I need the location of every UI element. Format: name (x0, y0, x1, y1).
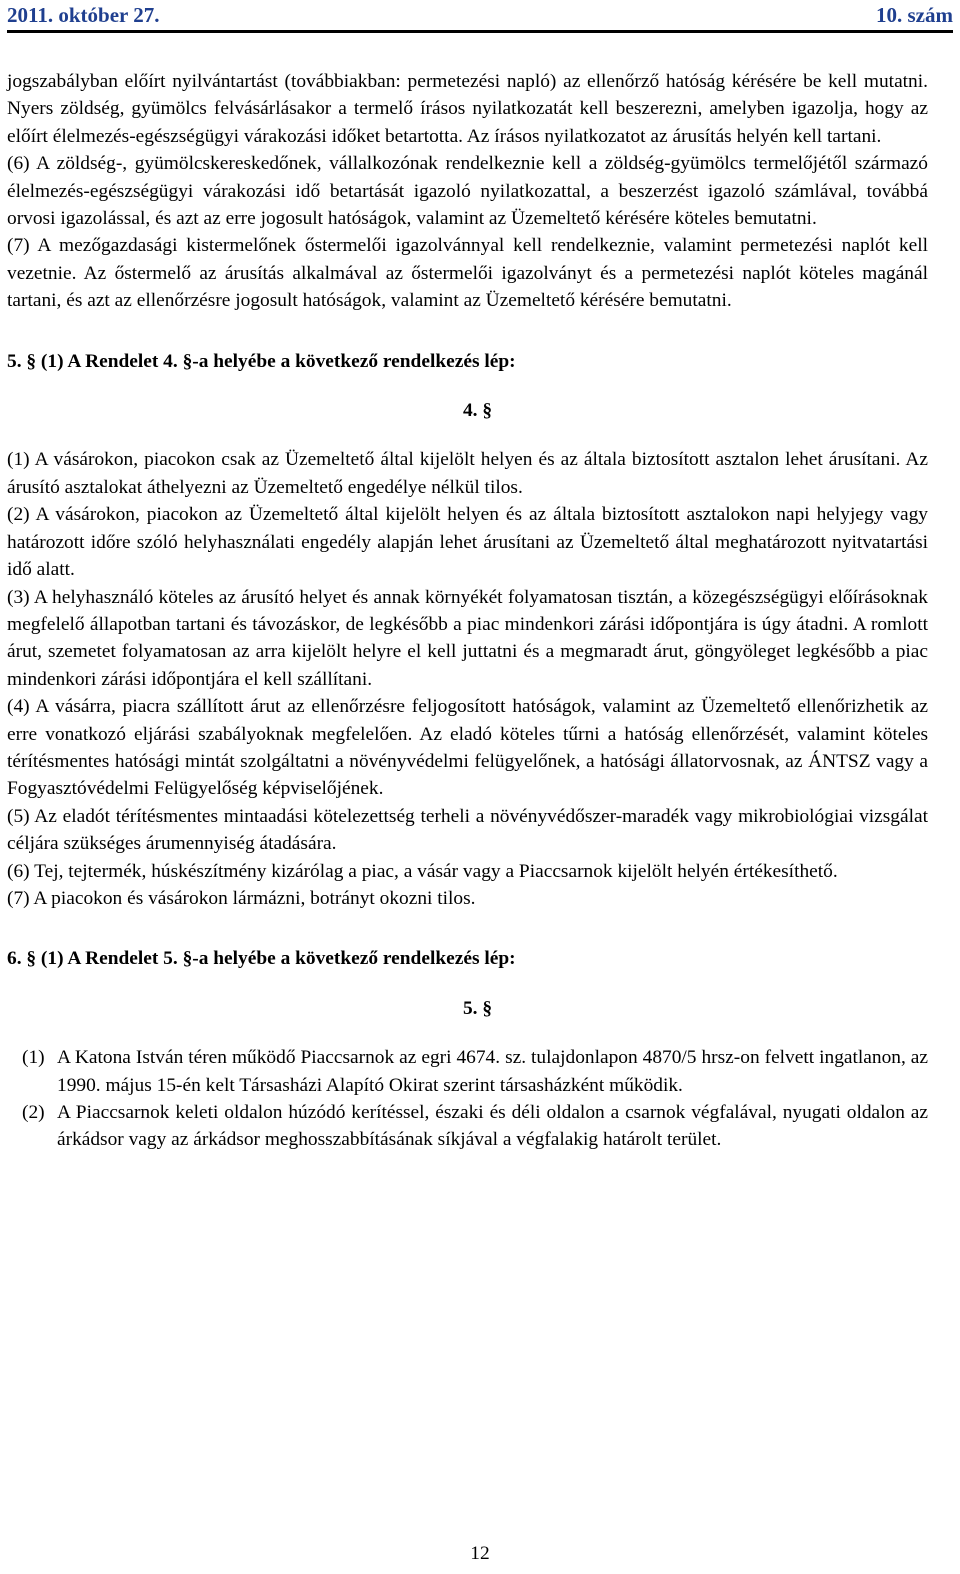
list-item-text: A Katona István téren működő Piaccsarnok az egri 4674. sz. tulajdonlapon 4870/5 hrsz-on felvett ingatlanon, az 1990. május 15-én kelt Társasházi Alapító Okirat szerint társasházként működik. (57, 1047, 928, 1096)
paragraph: (7) A piacokon és vásárokon lármázni, botrányt okozni tilos. (7, 887, 476, 909)
paragraph: (6) Tej, tejtermék, húskészítmény kizárólag a piac, a vásár vagy a Piaccsarnok kijelölt helyén értékesíthető. (7, 860, 838, 882)
paragraph: (7) A mezőgazdasági kistermelőnek őstermelői igazolvánnyal kell rendelkeznie, valamint permetezési naplót kell vezetnie. Az őstermelő az árusítás alkalmával az őstermelői igazolványt és a permetezési naplót köteles magánál tartani, és azt az ellenőrzésre jogosult hatóságok, valamint az Üzemeltető kérésére bemutatni. (7, 235, 928, 312)
header-date: 2011. október 27. (7, 3, 160, 27)
list-item-number: (1) (22, 1047, 45, 1069)
numbered-list (7, 1044, 928, 1154)
paragraph: (6) A zöldség-, gyümölcskereskedőnek, vállalkozónak rendelkeznie kell a zöldség-gyümölcs termelőjétől származó élelmezés-egészségügyi várakozási idő betartását igazoló nyilatkozattal, a beszerzést igazoló számlával, továbbá orvosi igazolással, és azt az erre jogosult hatóságok, valamint az Üzemeltető kérésére köteles bemutatni. (7, 153, 928, 230)
page-header (7, 0, 953, 33)
list-item (7, 1099, 928, 1154)
header-issue: 10. szám (876, 3, 953, 27)
list-item-number: (2) (22, 1102, 45, 1123)
list-item (7, 1044, 928, 1099)
section-heading: 6. § (1) A Rendelet 5. §-a helyébe a következő rendelkezés lép: (7, 948, 516, 970)
section-heading: 5. § (1) A Rendelet 4. §-a helyébe a következő rendelkezés lép: (7, 350, 516, 372)
paragraph: jogszabályban előírt nyilvántartást (továbbiakban: permetezési napló) az ellenőrző hatóság kérésére be kell mutatni. Nyers zöldség, gyümölcs felvásárlásakor a termelő írásos nyilatkozatát kell beszerezni, amelyben igazolja, hogy az előírt élelmezés-egészségügyi várakozási időket betartotta. Az írásos nyilatkozatot az árusítás helyén kell tartani. (7, 71, 928, 147)
paragraph: (4) A vásárra, piacra szállított árut az ellenőrzésre feljogosított hatóságok, valamint az Üzemeltető ellenőrizhetik az erre vonatkozó eljárási szabályoknak megfelelően. Az eladó köteles tűrni a hatóság ellenőrzését, valamint köteles térítésmentes hatósági mintát szolgáltatni a növényvédelmi felügyelőnek, a hatósági állatorvosnak, az ÁNTSZ vagy a Fogyasztóvédelmi Felügyelőség képviselőjének. (7, 696, 928, 800)
section-number: 4. § (462, 400, 493, 422)
page-number: 12 (470, 1543, 490, 1564)
document-body (7, 68, 928, 1154)
section-number: 5. § (462, 997, 493, 1019)
paragraph: (1) A vásárokon, piacokon csak az Üzemeltető által kijelölt helyen és az általa biztosított asztalon lehet árusítani. Az árusító asztalokat áthelyezni az Üzemeltető engedélye nélkül tilos. (7, 449, 928, 498)
list-item-text: A Piaccsarnok keleti oldalon húzódó kerítéssel, északi és déli oldalon a csarnok végfalával, nyugati oldalon az árkádsor vagy az árkádsor meghosszabbításának síkjával a végfalakig határolt terület. (57, 1102, 928, 1151)
paragraph: (2) A vásárokon, piacokon az Üzemeltető által kijelölt helyen és az általa biztosított asztalokon napi helyjegy vagy határozott időre szóló helyhasználati engedély alapján lehet árusítani az Üzemeltető által meghatározott nyitvatartási idő alatt. (7, 504, 928, 581)
paragraph: (5) Az eladót térítésmentes mintaadási kötelezettség terheli a növényvédőszer-maradék vagy mikrobiológiai vizsgálat céljára szükséges árumennyiség átadására. (7, 805, 928, 855)
paragraph: (3) A helyhasználó köteles az árusító helyet és annak környékét folyamatosan tisztán, a közegészségügyi előírásoknak megfelelő állapotban tartani és távozáskor, de legkésőbb a piac mindenkori zárási időpontjára is úgy átadni. A romlott árut, szemetet folyamatosan az arra kijelölt helyre el kell juttatni és a megmaradt árut, göngyöleget legkésőbb a piac mindenkori zárási időpontjára el kell szállítani. (7, 586, 928, 690)
